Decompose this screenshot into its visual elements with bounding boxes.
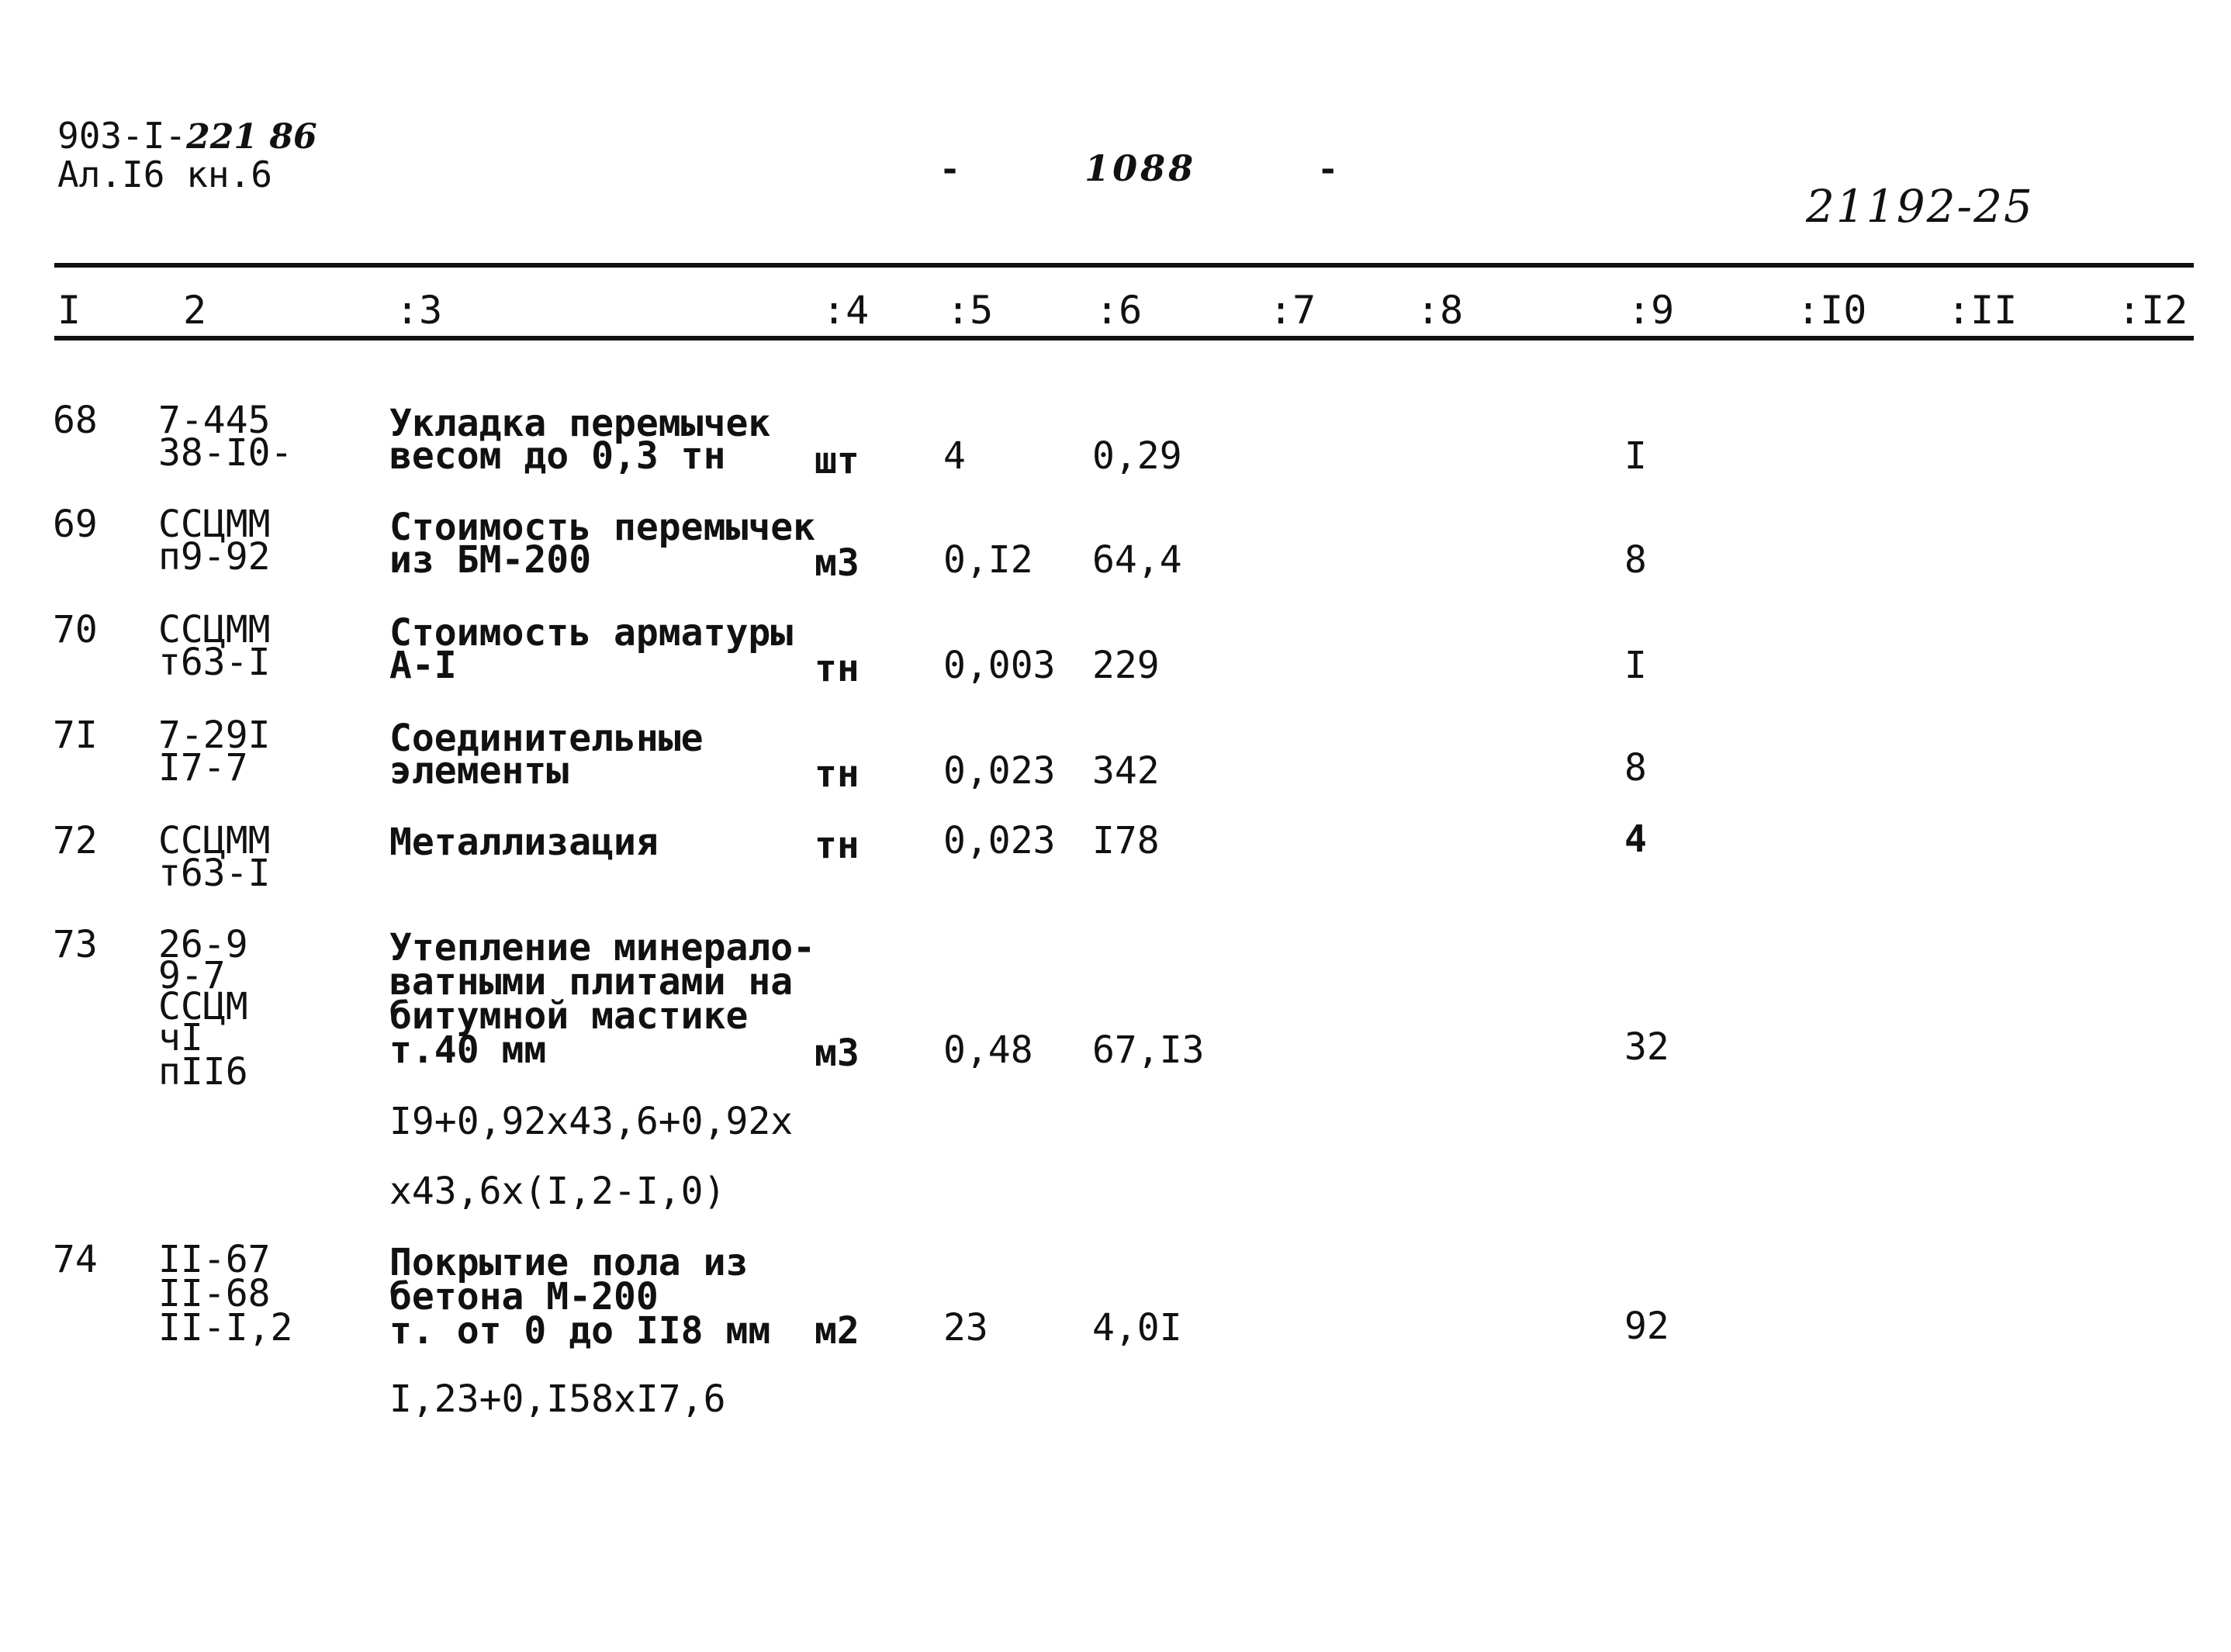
- unit: тн: [815, 647, 860, 690]
- norm-code: 26-9: [158, 923, 248, 966]
- work-description: Металлизация: [389, 821, 659, 864]
- unit: м2: [815, 1309, 860, 1353]
- norm-code: 7-445: [158, 399, 271, 442]
- column-number-2: 2: [183, 288, 207, 333]
- document-code: [57, 116, 317, 157]
- work-description: Стоимость арматуры: [389, 611, 794, 655]
- document-code-handwritten: 221 86: [186, 117, 317, 157]
- column-number-3: :3: [396, 288, 443, 333]
- unit-price: 4,0I: [1092, 1306, 1182, 1350]
- quantity: 0,I2: [943, 538, 1033, 582]
- unit: тн: [815, 824, 860, 867]
- unit-price: 64,4: [1092, 538, 1182, 582]
- calculation-formula: х43,6х(I,2-I,0): [389, 1170, 726, 1213]
- norm-code: т63-I: [158, 641, 271, 684]
- calculation-formula: I9+0,92х43,6+0,92х: [389, 1100, 794, 1143]
- work-description: битумной мастике: [389, 994, 749, 1038]
- top-rule: [54, 263, 2194, 268]
- page-dash-left: -: [943, 147, 961, 189]
- norm-code: ССЦММ: [158, 819, 271, 862]
- column-number-11: :II: [1947, 288, 2018, 333]
- quantity: 23: [943, 1306, 988, 1350]
- row-number: 74: [53, 1238, 98, 1281]
- unit: м3: [815, 541, 860, 585]
- total-cost: I: [1624, 644, 1647, 687]
- unit: тн: [815, 752, 860, 796]
- unit-price: 67,I3: [1092, 1028, 1205, 1072]
- unit-price: 229: [1092, 644, 1160, 687]
- norm-code: II-I,2: [158, 1306, 293, 1350]
- column-number-1: I: [57, 288, 81, 333]
- norm-code: 9-7: [158, 954, 226, 997]
- row-number: 72: [53, 819, 98, 862]
- norm-code: II-67: [158, 1238, 271, 1281]
- unit: м3: [815, 1032, 860, 1075]
- quantity: 4: [943, 434, 966, 478]
- total-cost: 4: [1624, 817, 1647, 861]
- row-number: 69: [53, 503, 98, 546]
- calculation-formula: I,23+0,I58хI7,6: [389, 1377, 726, 1421]
- page-dash-right: -: [1320, 147, 1339, 189]
- unit-price: 0,29: [1092, 434, 1182, 478]
- work-description: т. от 0 до II8 мм: [389, 1309, 771, 1353]
- norm-code: I7-7: [158, 746, 248, 790]
- unit-price: I78: [1092, 819, 1160, 862]
- norm-code: 38-I0-: [158, 431, 293, 475]
- norm-code: ССЦММ: [158, 503, 271, 546]
- work-description: Покрытие пола из: [389, 1241, 749, 1284]
- norm-code: ССЦММ: [158, 608, 271, 651]
- norm-code: п9-92: [158, 535, 271, 579]
- work-description: Соединительные: [389, 717, 704, 760]
- norm-code: 7-29I: [158, 714, 271, 757]
- work-description: Укладка перемычек: [389, 402, 771, 445]
- column-number-7: :7: [1269, 288, 1316, 333]
- unit: шт: [815, 439, 860, 482]
- column-number-6: :6: [1095, 288, 1143, 333]
- total-cost: 32: [1624, 1025, 1669, 1069]
- page-number: 1088: [1084, 147, 1197, 189]
- norm-code: II-68: [158, 1272, 271, 1315]
- row-number: 73: [53, 923, 98, 966]
- column-number-10: :I0: [1797, 288, 1867, 333]
- work-description: Утепление минерало-: [389, 926, 816, 969]
- work-description: ватными плитами на: [389, 960, 794, 1004]
- total-cost: 8: [1624, 746, 1647, 790]
- norm-code: т63-I: [158, 852, 271, 895]
- column-number-4: :4: [822, 288, 870, 333]
- album-book-label: Ал.I6 кн.6: [57, 154, 272, 195]
- work-description: Стоимость перемычек: [389, 506, 816, 549]
- work-description: А-I: [389, 644, 457, 687]
- column-header-rule: [54, 336, 2194, 340]
- quantity: 0,023: [943, 819, 1056, 862]
- work-description: элементы: [389, 749, 569, 793]
- quantity: 0,023: [943, 749, 1056, 793]
- work-description: весом до 0,3 тн: [389, 434, 726, 478]
- unit-price: 342: [1092, 749, 1160, 793]
- total-cost: 92: [1624, 1305, 1669, 1348]
- norm-code: пII6: [158, 1050, 248, 1094]
- work-description: бетона М-200: [389, 1275, 659, 1318]
- norm-code: ССЦМ: [158, 985, 248, 1028]
- document-code-printed: 903-I-: [57, 115, 187, 157]
- column-number-12: :I2: [2118, 288, 2188, 333]
- work-description: из БМ-200: [389, 538, 592, 582]
- inventory-number: 21192-25: [1806, 180, 2034, 233]
- column-number-8: :8: [1416, 288, 1464, 333]
- quantity: 0,003: [943, 644, 1056, 687]
- quantity: 0,48: [943, 1028, 1033, 1072]
- total-cost: 8: [1624, 538, 1647, 582]
- work-description: т.40 мм: [389, 1028, 547, 1072]
- total-cost: I: [1624, 434, 1647, 478]
- column-number-5: :5: [946, 288, 994, 333]
- row-number: 68: [53, 399, 98, 442]
- row-number: 70: [53, 608, 98, 651]
- page-number-block: [943, 147, 1338, 189]
- row-number: 7I: [53, 714, 98, 757]
- column-number-9: :9: [1627, 288, 1675, 333]
- norm-code: чI: [158, 1016, 203, 1059]
